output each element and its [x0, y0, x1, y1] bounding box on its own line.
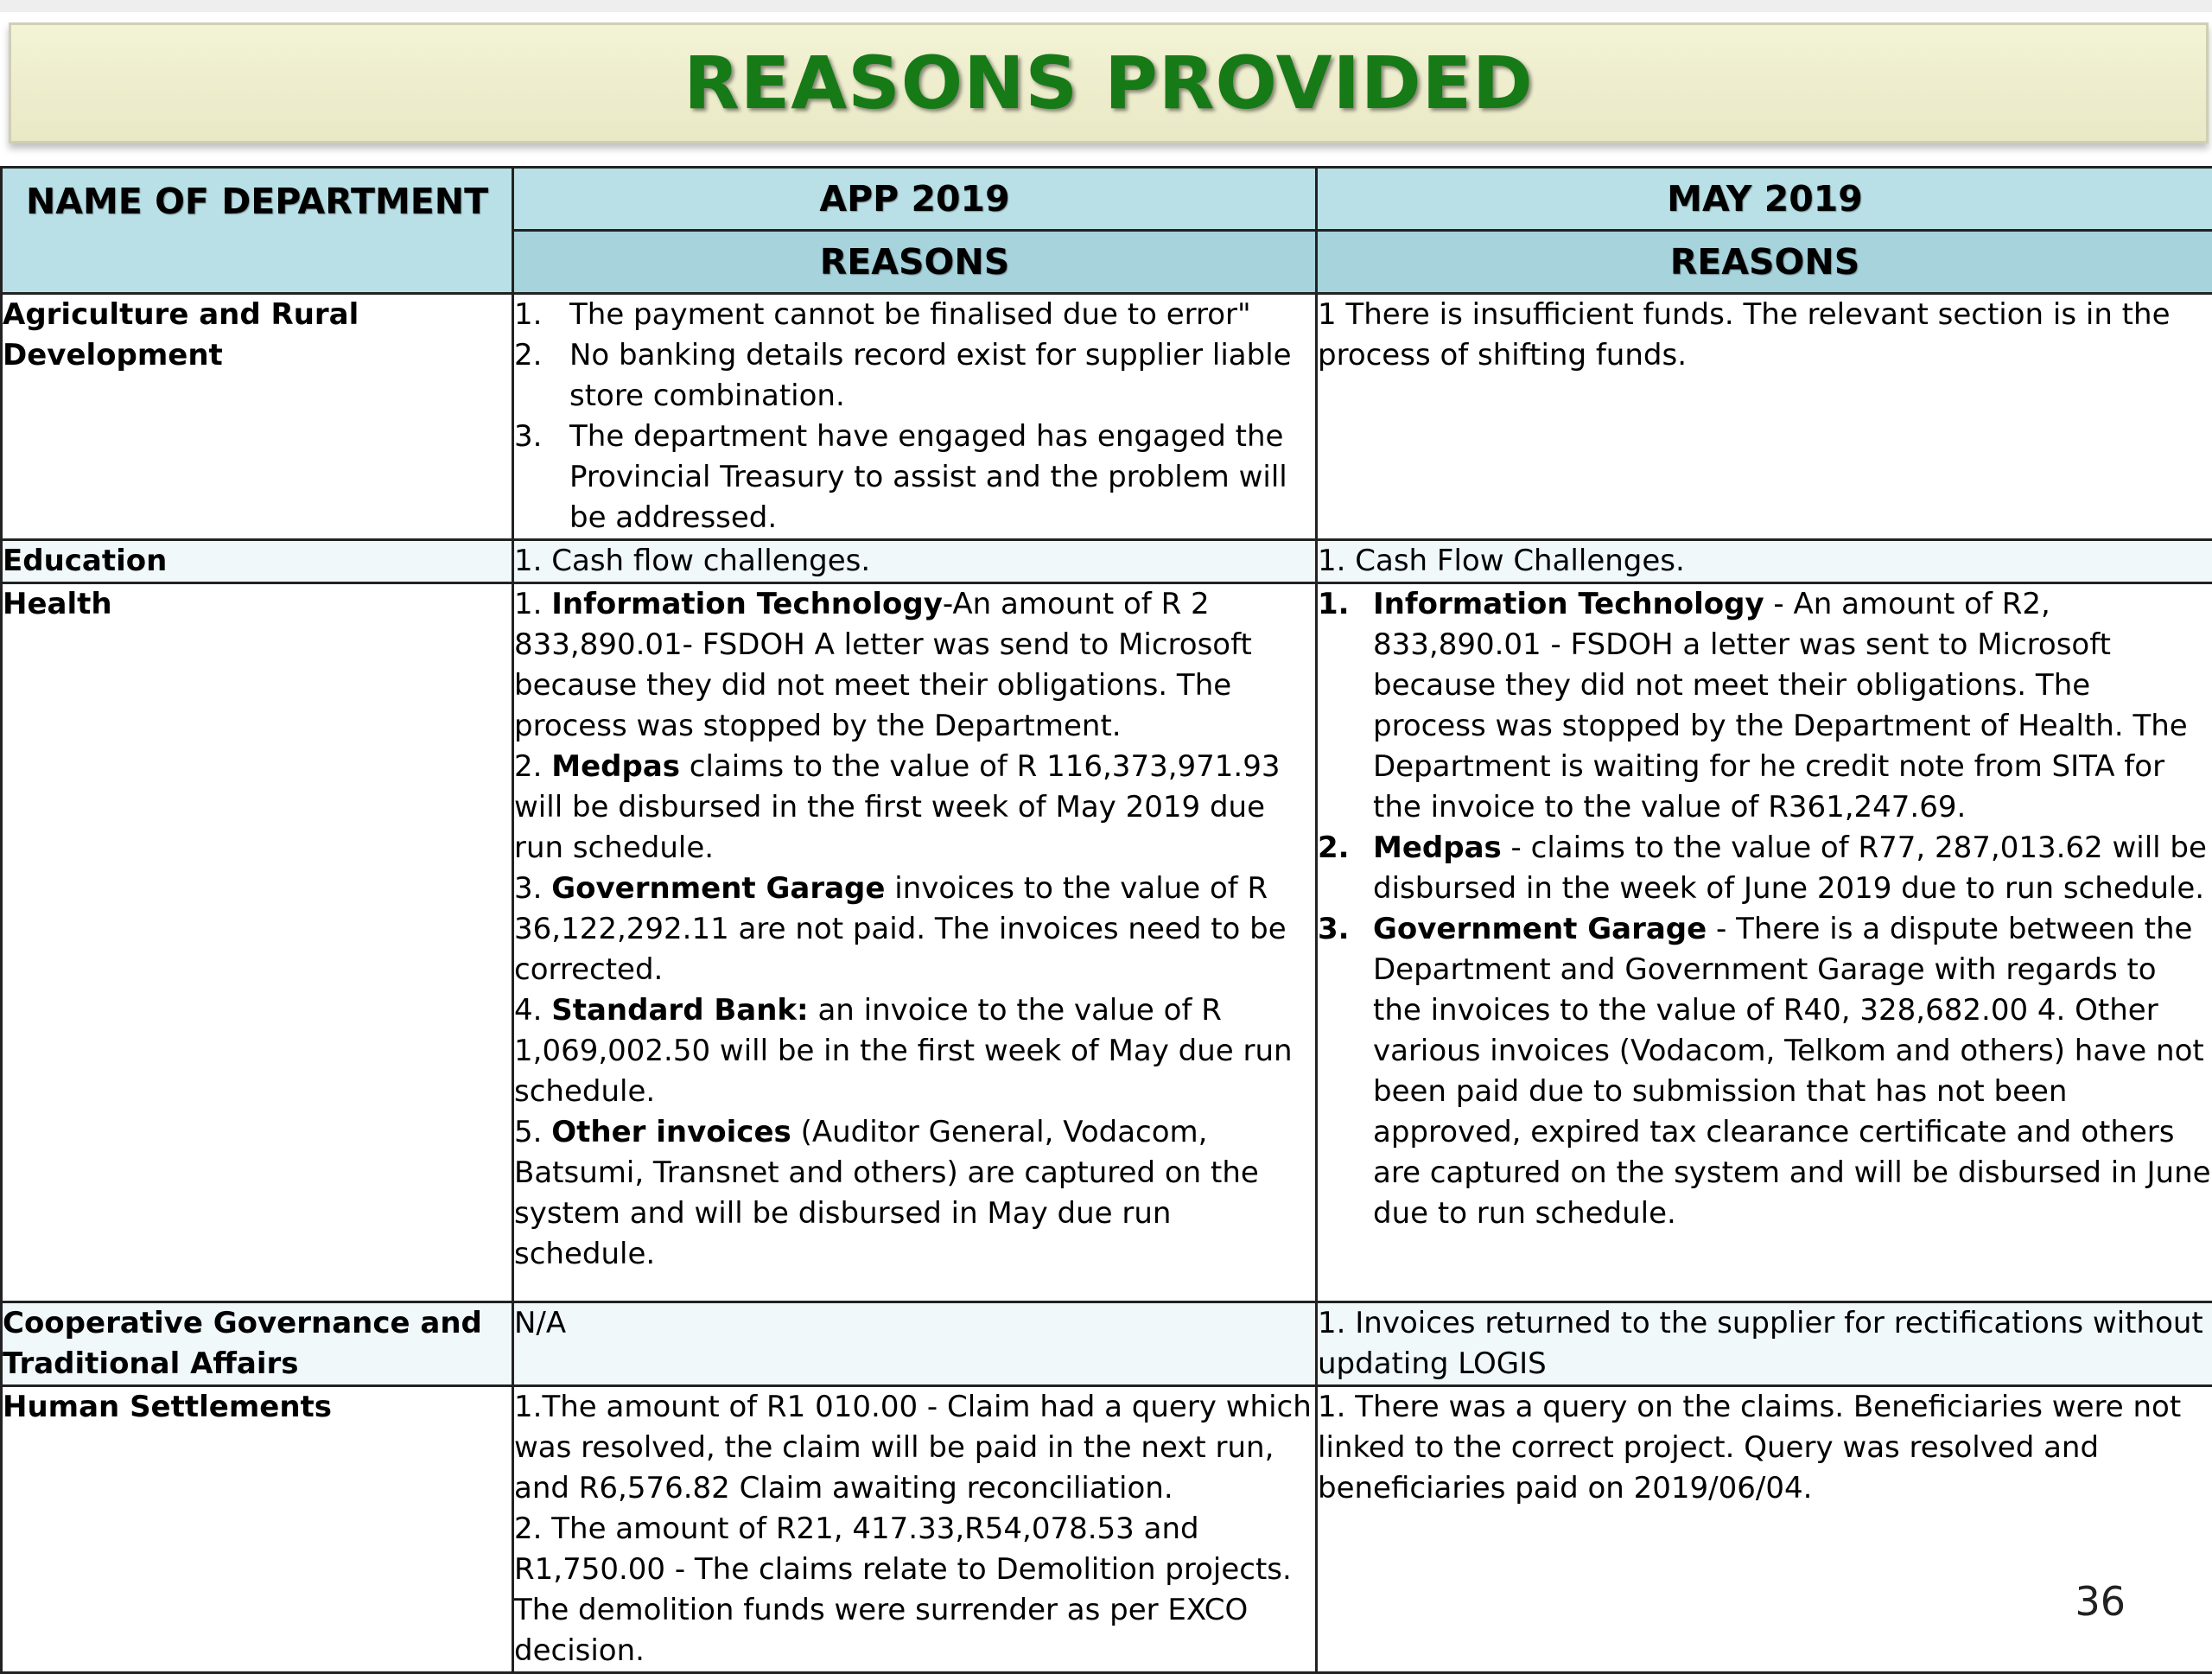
- may-health: [1317, 583, 2212, 1302]
- header-reasons-app: REASONS: [513, 231, 1317, 294]
- list-item: 3. Government Garage - There is a dispute between the Department and Government Garage with regards to the invoices to the value of R40, 328,682.00 4. Other various invoices (Vodacom, Telkom and others) have not been paid due to submission that has not been approved, expired tax clearance certificate and others are captured on the system and will be disbursed in June due to run schedule.: [1318, 909, 2212, 1234]
- list-item: 4. Standard Bank: an invoice to the value of R 1,069,002.50 will be in the first week of May due run schedule.: [514, 990, 1315, 1112]
- dept-health: Health: [2, 583, 513, 1302]
- list-item: 1. Information Technology-An amount of R 2 833,890.01- FSDOH A letter was send to Microsoft because they did not meet their obligations. The process was stopped by the Department.: [514, 584, 1315, 747]
- reasons-table: [0, 166, 2212, 1674]
- list-item: 2. Medpas - claims to the value of R77, 287,013.62 will be disbursed in the week of June 2019 due to run schedule.: [1318, 828, 2212, 909]
- list-item: 1. Information Technology - An amount of R2, 833,890.01 - FSDOH a letter was sent to Microsoft because they did not meet their obligations. The process was stopped by the Department of Health. The Department is waiting for he credit note from SITA for the invoice to the value of R361,247.69.: [1318, 584, 2212, 828]
- dept-human-settlements: Human Settlements: [2, 1386, 513, 1673]
- slide-title: REASONS PROVIDED: [683, 41, 1534, 125]
- table-row-education: [2, 540, 2212, 583]
- table-row-human-settlements: [2, 1386, 2212, 1673]
- app-cogta: N/A: [513, 1302, 1317, 1386]
- header-may-2019: MAY 2019: [1317, 168, 2212, 231]
- list-item: 5. Other invoices (Auditor General, Vodacom, Batsumi, Transnet and others) are captured on the system and will be disbursed in May due run schedule.: [514, 1112, 1315, 1275]
- list-item: 2. The amount of R21, 417.33,R54,078.53 and R1,750.00 - The claims relate to Demolition projects. The demolition funds were surrender as per EXCO decision.: [514, 1509, 1315, 1671]
- app-agriculture: [513, 294, 1317, 540]
- may-cogta: 1. Invoices returned to the supplier for rectifications without updating LOGIS: [1317, 1302, 2212, 1386]
- header-department: NAME OF DEPARTMENT: [2, 168, 513, 294]
- header-app-2019: APP 2019: [513, 168, 1317, 231]
- header-reasons-may: REASONS: [1317, 231, 2212, 294]
- list-item: 1.The amount of R1 010.00 - Claim had a query which was resolved, the claim will be paid in the next run, and R6,576.82 Claim awaiting reconciliation.: [514, 1387, 1315, 1509]
- list-item: 3. Government Garage invoices to the value of R 36,122,292.11 are not paid. The invoices need to be corrected.: [514, 869, 1315, 990]
- app-human-settlements: [513, 1386, 1317, 1673]
- title-banner: [9, 22, 2209, 143]
- table-row-agriculture: [2, 294, 2212, 540]
- table-row-cogta: [2, 1302, 2212, 1386]
- page-number: 36: [2075, 1578, 2126, 1625]
- dept-education: Education: [2, 540, 513, 583]
- may-agriculture: 1 There is insufficient funds. The relevant section is in the process of shifting funds.: [1317, 294, 2212, 540]
- list-item: 2. No banking details record exist for supplier liable store combination.: [514, 335, 1315, 417]
- dept-cogta: Cooperative Governance and Traditional Affairs: [2, 1302, 513, 1386]
- table-row-health: [2, 583, 2212, 1302]
- top-strip: [0, 0, 2212, 12]
- list-item: 3. The department have engaged has engaged the Provincial Treasury to assist and the problem will be addressed.: [514, 417, 1315, 538]
- list-item: 2. Medpas claims to the value of R 116,373,971.93 will be disbursed in the first week of May 2019 due run schedule.: [514, 747, 1315, 869]
- app-education: 1. Cash flow challenges.: [513, 540, 1317, 583]
- list-item: 1. The payment cannot be finalised due to error": [514, 295, 1315, 335]
- may-human-settlements: 1. There was a query on the claims. Beneficiaries were not linked to the correct project. Query was resolved and beneficiaries paid on 2019/06/04.: [1317, 1386, 2212, 1673]
- may-education: 1. Cash Flow Challenges.: [1317, 540, 2212, 583]
- dept-agriculture: Agriculture and Rural Development: [2, 294, 513, 540]
- header-row-1: [2, 168, 2212, 231]
- app-health: [513, 583, 1317, 1302]
